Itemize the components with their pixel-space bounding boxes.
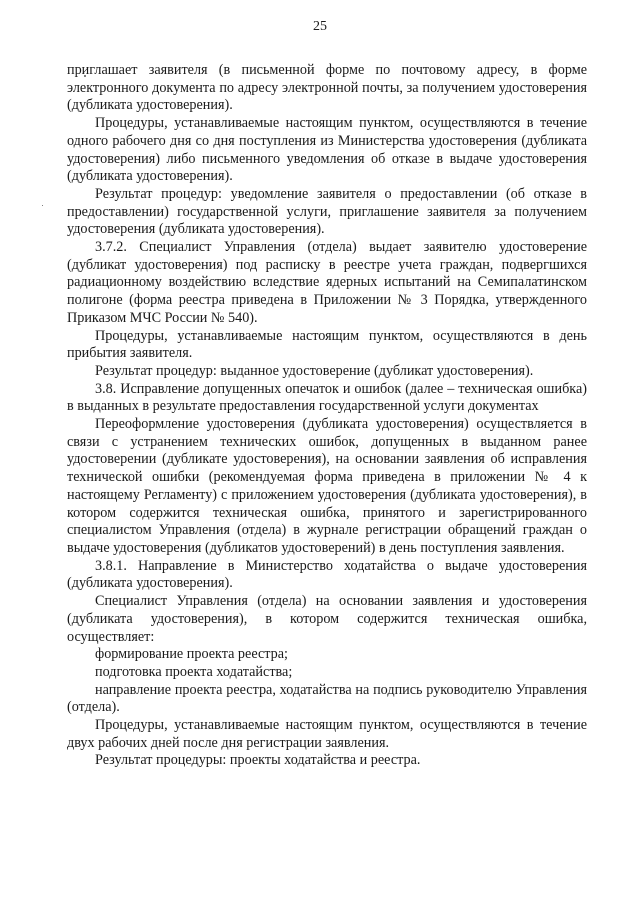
paragraph: Результат процедур: уведомление заявителя о предоставлении (об отказе в предоставлении) государственной услуги, приглашение заявителя за получением удостоверения (дубликата удостоверения).: [67, 185, 587, 238]
paragraph: Процедуры, устанавливаемые настоящим пунктом, осуществляются в день прибытия заявителя.: [67, 327, 587, 362]
paragraph: приглашает заявителя (в письменной форме по почтовому адресу, в форме электронного документа по адресу электронной почты, за получением удостоверения (дубликата удостоверения).: [67, 62, 587, 114]
paragraph: Специалист Управления (отдела) на основании заявления и удостоверения (дубликата удостоверения), в котором содержится техническая ошибка, осуществляет:: [67, 593, 587, 645]
document-body: [67, 62, 587, 770]
paragraph: Процедуры, устанавливаемые настоящим пунктом, осуществляются в течение двух рабочих дней после дня регистрации заявления.: [67, 717, 587, 751]
list-item: подготовка проекта ходатайства;: [95, 663, 293, 680]
paragraph: Результат процедуры: проекты ходатайства и реестра.: [95, 752, 421, 769]
subsection-heading: 3.8.1. Направление в Министерство ходатайства о выдаче удостоверения (дубликата удостоверения).: [67, 557, 587, 592]
list-item: формирование проекта реестра;: [95, 646, 288, 663]
page-number: 25: [313, 19, 327, 34]
paragraph: Результат процедур: выданное удостоверение (дубликат удостоверения).: [95, 362, 534, 379]
scan-speck: [42, 205, 43, 206]
list-item: направление проекта реестра, ходатайства на подпись руководителю Управления (отдела).: [67, 681, 587, 716]
paragraph: 3.7.2. Специалист Управления (отдела) выдает заявителю удостоверение (дубликат удостоверения) под расписку в реестре учета граждан, подвергшихся радиационному воздействию вследствие ядерных испытаний на Семипалатинском полигоне (форма реестра приведена в Приложении № 3 Порядка, утвержденного Приказом МЧС России № 540).: [67, 239, 587, 326]
paragraph: Процедуры, устанавливаемые настоящим пунктом, осуществляются в течение одного рабочего дня со дня поступления из Министерства удостоверения (дубликата удостоверения) либо письменного уведомления об отказе в выдаче удостоверения (дубликата удостоверения).: [67, 115, 587, 185]
section-heading: 3.8. Исправление допущенных опечаток и ошибок (далее – техническая ошибка) в выданных в результате предоставления государственной услуги документах: [67, 380, 587, 415]
paragraph: Переоформление удостоверения (дубликата удостоверения) осуществляется в связи с устранением технических ошибок, допущенных в выданном ранее удостоверении (дубликате удостоверения), на основании заявления об исправления технической ошибки (рекомендуемая форма приведена в приложении № 4 к настоящему Регламенту) с приложением удостоверения (дубликата удостоверения), в котором содержится техническая ошибка, принятого и зарегистрированного специалистом Управления (отдела) в журнале регистрации обращений граждан о выдаче удостоверения (дубликатов удостоверений) в день поступления заявления.: [67, 416, 587, 556]
